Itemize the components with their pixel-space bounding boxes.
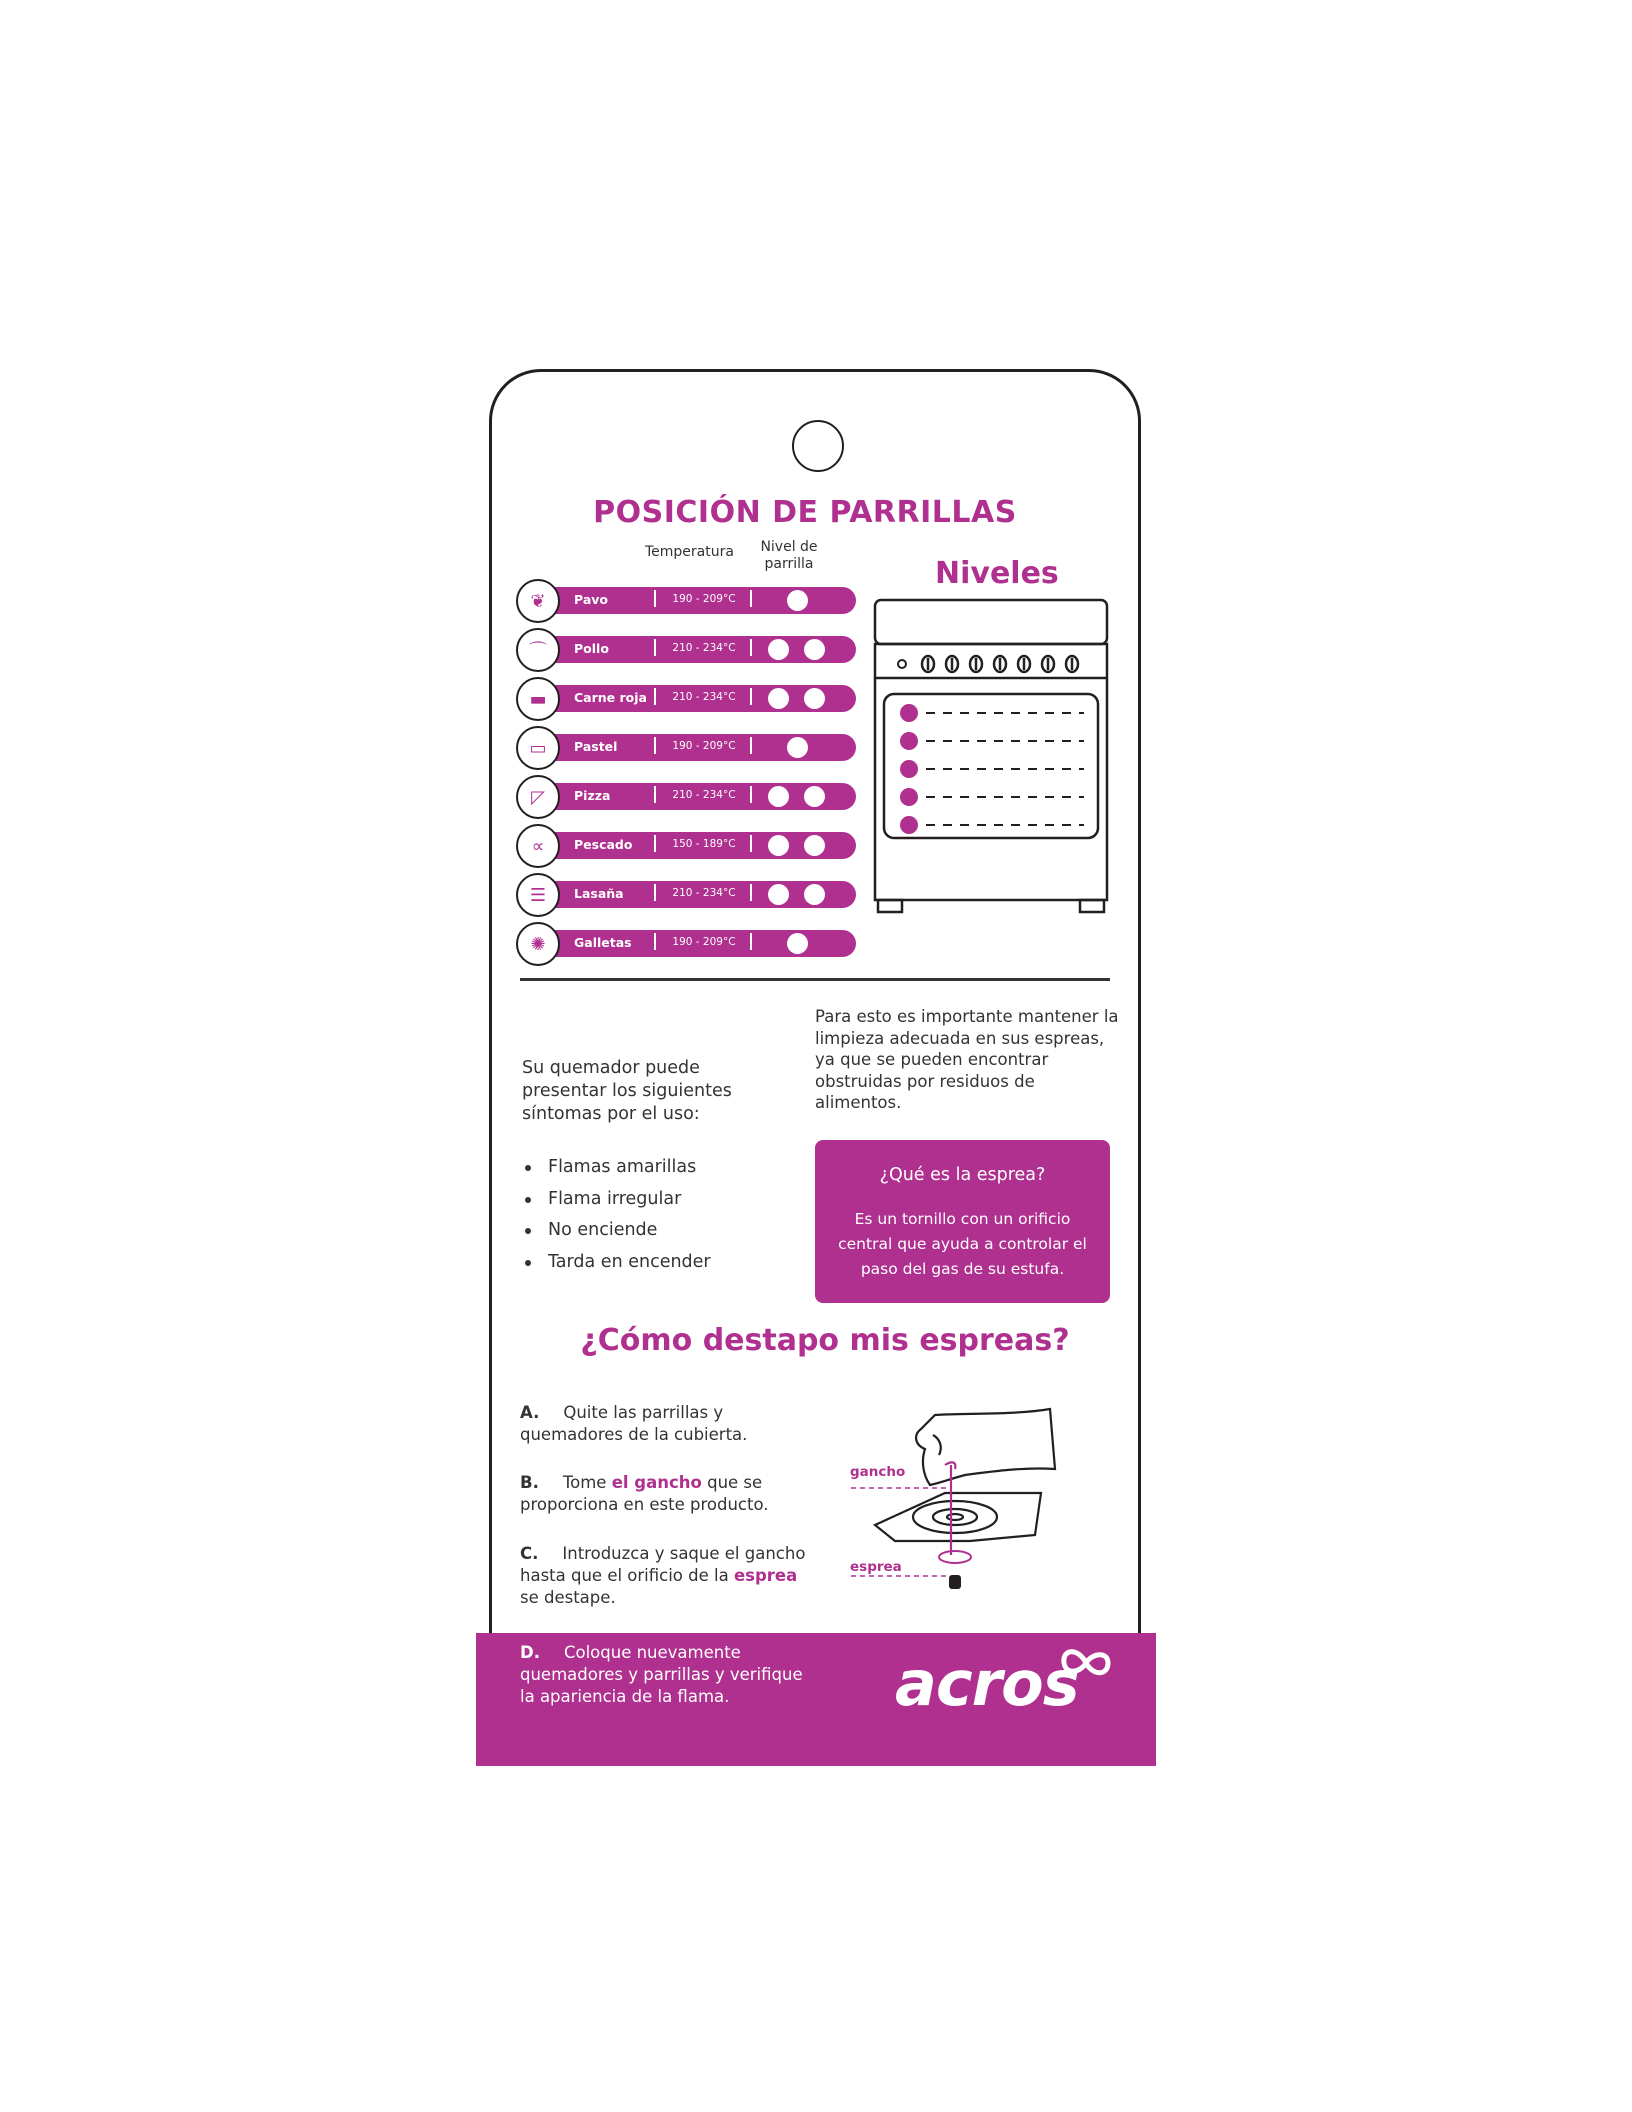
lasagna-icon-glyph: ☰ [529,884,547,906]
symptom-item: Flama irregular [522,1184,711,1216]
separator [750,737,752,754]
separator [750,884,752,901]
rack-level-dot [787,933,808,954]
nozzle-label: esprea [850,1559,902,1575]
burner-ring-outer [913,1501,997,1533]
food-row [514,873,844,917]
oven-top [875,600,1107,644]
rack-level-marker [900,704,918,722]
step-text: Introduzca y saque el gancho hasta que el orificio de la [520,1544,806,1585]
brand-infinity-icon [1058,1643,1114,1683]
step-highlight: el gancho [611,1473,702,1492]
rack-level-marker [900,760,918,778]
rack-level-dot [768,884,789,905]
food-row [514,922,844,966]
hook-label: gancho [850,1464,906,1480]
turkey-icon [516,579,560,623]
symptom-item: Flamas amarillas [522,1152,711,1184]
step-text: Tome [562,1473,612,1492]
section-divider [520,978,1110,981]
step-letter: A. [520,1403,540,1422]
food-row [514,824,844,868]
brand-logo: acros [895,1647,1079,1720]
page-title: POSICIÓN DE PARRILLAS [593,495,1017,530]
hang-hole [792,420,844,472]
how-to-title: ¿Cómo destapo mis espreas? [580,1323,1070,1358]
food-temperature: 190 - 209°C [672,936,736,948]
food-temperature: 210 - 234°C [672,691,736,703]
rack-level-dot [804,884,825,905]
steak-icon-glyph: ▬ [529,688,547,710]
cookie-icon [516,922,560,966]
symptoms-intro: Su quemador puede presentar los siguientes síntomas por el uso: [522,1058,732,1124]
cake-icon-glyph: ▭ [529,737,547,759]
step-text: Coloque nuevamente quemadores y parrillas y verifique la apariencia de la flama. [520,1643,803,1706]
separator [750,933,752,950]
fish-icon-glyph: ∝ [531,835,545,857]
column-header-temperature: Temperatura [645,544,734,560]
symptoms-list [522,1152,711,1278]
food-name: Pizza [574,788,611,803]
rack-level-marker [900,788,918,806]
rack-level-dot [804,688,825,709]
lasagna-icon [516,873,560,917]
step-text: se destape. [520,1588,616,1607]
step-highlight: esprea [733,1566,798,1585]
separator [750,590,752,607]
step-b [520,1472,820,1516]
food-row [514,726,844,770]
question-box-title: ¿Qué es la esprea? [879,1165,1046,1185]
food-temperature: 210 - 234°C [672,789,736,801]
separator [750,786,752,803]
separator [750,688,752,705]
symptom-item: No enciende [522,1215,711,1247]
oven-diagram [872,596,1112,930]
oven-indicator-icon [898,660,906,668]
steak-icon [516,677,560,721]
food-name: Carne roja [574,690,647,705]
separator [750,639,752,656]
turkey-icon-glyph: ❦ [530,590,546,612]
food-name: Pollo [574,641,609,656]
step-text: Quite las parrillas y quemadores de la cubierta. [520,1403,748,1444]
food-temperature: 190 - 209°C [672,740,736,752]
rack-level-dot [804,639,825,660]
step-c [520,1543,820,1609]
pizza-icon-glyph: ◸ [531,786,545,808]
chicken-leg-icon-glyph: ⌒ [529,641,547,662]
oven-foot-left [878,900,902,912]
food-row [514,579,844,623]
food-name: Pescado [574,837,633,852]
nozzle-icon [949,1575,961,1589]
rack-level-dot [768,639,789,660]
rack-level-marker [900,732,918,750]
food-temperature: 210 - 234°C [672,642,736,654]
cake-icon [516,726,560,770]
rack-level-marker [900,816,918,834]
rack-level-dot [787,590,808,611]
cookie-icon-glyph: ✺ [530,933,546,955]
step-a [520,1402,820,1446]
question-box [815,1140,1110,1303]
rotation-arrow-icon [939,1551,971,1563]
food-name: Pavo [574,592,608,607]
finger-detail [933,1435,941,1455]
column-header-level: Nivel de parrilla [760,539,818,572]
food-row [514,677,844,721]
symptom-item: Tarda en encender [522,1247,711,1279]
step-text: que se proporciona en este producto. [520,1473,769,1514]
question-box-body: Es un tornillo con un orificio central que ayuda a controlar el paso del gas de su estufa. [838,1210,1087,1278]
rack-level-dot [804,786,825,807]
step-letter: B. [520,1473,539,1492]
food-temperature: 150 - 189°C [672,838,736,850]
step-d [520,1642,820,1708]
rack-level-dot [787,737,808,758]
food-temperature: 190 - 209°C [672,593,736,605]
importance-paragraph: Para esto es importante mantener la limpieza adecuada en sus espreas, ya que se pueden encontrar obstruidas por residuos de alimentos. [815,1007,1119,1112]
hand-icon [916,1409,1055,1485]
step-letter: D. [520,1643,540,1662]
oven-title: Niveles [935,556,1059,591]
oven-foot-right [1080,900,1104,912]
step-letter: C. [520,1544,539,1563]
fish-icon [516,824,560,868]
rack-level-dot [768,835,789,856]
burner-ring-inner [933,1509,977,1525]
separator [750,835,752,852]
food-row [514,628,844,672]
chicken-leg-icon [516,628,560,672]
food-name: Lasaña [574,886,624,901]
food-row [514,775,844,819]
pizza-icon [516,775,560,819]
rack-level-dot [804,835,825,856]
rack-level-dot [768,786,789,807]
food-name: Galletas [574,935,632,950]
rack-level-dot [768,688,789,709]
food-temperature: 210 - 234°C [672,887,736,899]
food-name: Pastel [574,739,618,754]
